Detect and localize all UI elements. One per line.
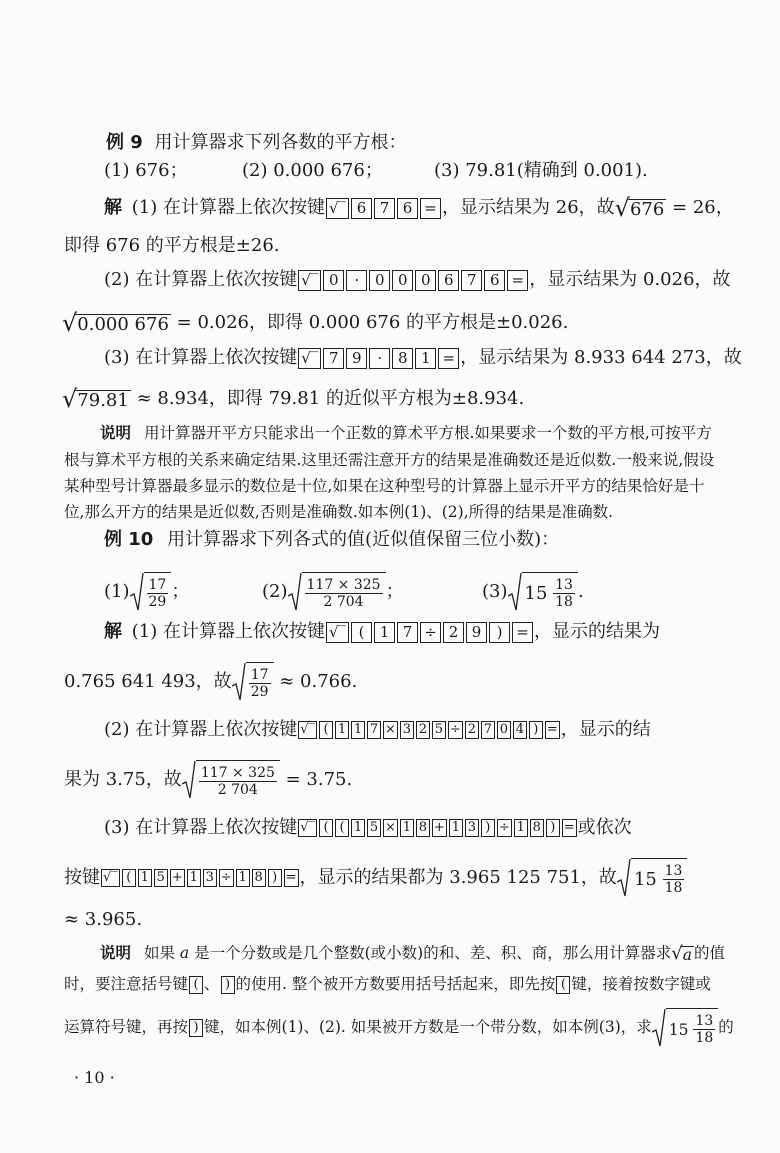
radicand: a: [682, 946, 692, 964]
calculator-key: +: [171, 870, 183, 885]
radical: [130, 572, 172, 612]
calculator-key: ÷: [220, 870, 232, 885]
solution-text: (2) 在计算器上依次按键: [104, 269, 298, 290]
example-10-solution-3-alt: [64, 858, 687, 902]
calculator-key: 1: [351, 721, 365, 739]
example-10-prompt: 用计算器求下列各式的值(近似值保留三位小数)：: [167, 529, 560, 550]
solution-text: ，显示结果为 8.933 644 273，故: [460, 347, 742, 368]
calculator-key: (: [122, 869, 136, 887]
calculator-key: 1: [374, 622, 395, 643]
note-text: 是一个分数或是几个整数(或小数)的和、差、积、商，那么用计算器求: [194, 944, 672, 962]
calculator-key: ): [546, 819, 560, 837]
note-2-line-2: [64, 973, 711, 995]
solve-label: 解: [104, 621, 122, 642]
calculator-key: =: [512, 622, 533, 643]
calculator-key: ÷: [449, 722, 461, 737]
example-10-solution-3-result: ≈ 3.965.: [64, 909, 143, 930]
sqrt-key: √‾: [298, 348, 321, 369]
variable-a: a: [179, 944, 190, 962]
calculator-key: 0: [369, 270, 390, 291]
denominator: 29: [148, 594, 167, 610]
calculator-key: (: [189, 976, 203, 994]
solution-text: = 0.026，即得 0.000 676 的平方根是±0.026.: [176, 312, 569, 333]
denominator: 18: [664, 880, 683, 896]
calculator-key: ): [529, 721, 543, 739]
item-tail: ；: [385, 581, 404, 602]
solution-text: 0.765 641 493，故: [64, 671, 232, 692]
calculator-key: 1: [335, 721, 349, 739]
calculator-key: 5: [432, 721, 446, 739]
calculator-key: ): [268, 869, 282, 887]
denominator: 2 704: [323, 594, 364, 610]
solution-text: ≈ 8.934，即得 79.81 的近似平方根为±8.934.: [136, 388, 525, 409]
radical: [288, 572, 386, 612]
calculator-key: ×: [385, 722, 396, 737]
example-9-solution-1-result: 即得 676 的平方根是±26.: [64, 235, 280, 256]
calculator-key: 7: [481, 721, 495, 739]
denominator: 2 704: [217, 782, 258, 798]
example-9-solution-2-result: [62, 311, 568, 335]
calculator-key: (: [556, 976, 570, 994]
calculator-key: ·: [346, 270, 367, 291]
note-2-line-3: [64, 1008, 734, 1052]
item-tail: ；: [171, 581, 190, 602]
solution-text: = 26，: [672, 197, 734, 218]
sqrt-key: √‾: [326, 622, 349, 643]
solution-text: ，显示的结: [560, 719, 651, 740]
radicand: 0.000 676: [77, 314, 169, 335]
calculator-key: 0: [415, 270, 436, 291]
example-10-heading: [104, 528, 559, 552]
note-label: 说明: [100, 944, 132, 962]
note-text: 的值: [693, 944, 725, 962]
item-tail: .: [577, 581, 584, 602]
calculator-key: 3: [400, 721, 414, 739]
page-number: · 10 ·: [74, 1068, 115, 1087]
calculator-key: (: [335, 819, 349, 837]
example-9-solution-2: [104, 268, 731, 292]
solution-text: 果为 3.75，故: [64, 769, 182, 790]
note-text: 运算符号键，再按: [64, 1018, 189, 1036]
example-10-solution-1-result: [64, 662, 357, 706]
radicand: 79.81: [77, 390, 129, 411]
calculator-key: 7: [397, 622, 418, 643]
calculator-key: ): [481, 819, 495, 837]
calculator-key: 1: [138, 869, 152, 887]
item-3: [482, 572, 584, 612]
note-1-line-1: [100, 422, 712, 444]
calculator-key: 8: [416, 819, 430, 837]
calculator-key: 2: [465, 721, 479, 739]
radical: [617, 858, 687, 898]
calculator-key: ): [221, 976, 235, 994]
calculator-key: 7: [461, 270, 482, 291]
example-9-heading: [106, 131, 407, 155]
solution-text: (3) 在计算器上依次按键: [104, 817, 298, 838]
example-9-solution-3-result: [62, 387, 524, 411]
example-9-item-3: (3) 79.81(精确到 0.001).: [434, 160, 648, 181]
numerator: 117 × 325: [306, 577, 381, 593]
radical: √ 79.81: [62, 385, 129, 413]
calculator-key: =: [438, 348, 459, 369]
radical: √ a: [671, 943, 692, 964]
example-9-solution-3: [104, 346, 742, 370]
calculator-key: 8: [392, 348, 413, 369]
calculator-key: 0: [323, 270, 344, 291]
solution-text: ，显示结果为 0.026，故: [529, 269, 731, 290]
calculator-key: 1: [514, 819, 528, 837]
solution-text: = 3.75.: [285, 769, 353, 790]
item-1: [104, 572, 189, 612]
calculator-key: ×: [385, 820, 396, 835]
calculator-key: ): [489, 622, 510, 643]
sqrt-key: √‾: [300, 820, 316, 835]
denominator: 18: [555, 594, 573, 610]
sqrt-key: √‾: [298, 270, 321, 291]
calculator-key: 6: [438, 270, 459, 291]
calculator-key: 1: [415, 348, 436, 369]
calculator-key: 9: [346, 348, 367, 369]
example-10-solution-2: [104, 718, 651, 742]
calculator-key: +: [433, 820, 445, 835]
solution-text: ，显示的结果为: [534, 621, 661, 642]
calculator-key: 0: [497, 721, 511, 739]
calculator-key: 6: [397, 198, 418, 219]
solution-text: (1) 在计算器上依次按键: [131, 621, 325, 642]
calculator-key: 3: [203, 869, 217, 887]
calculator-key: 9: [466, 622, 487, 643]
calculator-key: (: [319, 819, 333, 837]
numerator: 17: [148, 577, 167, 593]
note-text: 的: [718, 1018, 734, 1036]
calculator-key: 1: [400, 819, 414, 837]
note-text: 键，如本例(1)、(2). 如果被开方数是一个带分数，如本例(3)，求: [204, 1018, 652, 1036]
whole-part: 15: [524, 582, 548, 604]
note-1-line-4: 位,那么开方的结果是近似数,否则是准确数.如本例(1)、(2),所得的结果是准确数.: [64, 503, 614, 521]
calculator-key: 7: [367, 721, 381, 739]
solution-text: 或依次: [577, 817, 632, 838]
example-10-solution-2-result: [64, 760, 352, 804]
radical: [232, 662, 274, 702]
calculator-key: =: [420, 198, 441, 219]
denominator: 29: [250, 684, 269, 700]
example-9-title: 例 9: [106, 132, 143, 153]
note-text: 的使用. 整个被开方数要用括号括起来，即先按: [235, 975, 556, 993]
calculator-key: ÷: [498, 820, 510, 835]
item-label: (1): [104, 581, 130, 602]
calculator-key: =: [285, 870, 297, 885]
example-10-solution-3: [104, 816, 632, 840]
note-text: 时，要注意括号键: [64, 975, 189, 993]
item-label: (3): [482, 581, 508, 602]
calculator-key: 7: [323, 348, 344, 369]
example-10-solution-1: [104, 620, 660, 644]
radical: [182, 760, 280, 800]
sqrt-key: √‾: [103, 870, 118, 885]
solve-label: 解: [104, 197, 122, 218]
solution-text: ≈ 0.766.: [279, 671, 358, 692]
calculator-key: 5: [154, 869, 168, 887]
solution-text: ，显示的结果都为 3.965 125 751，故: [299, 867, 617, 888]
radical: √ 0.000 676: [62, 309, 169, 337]
calculator-key: 1: [449, 819, 463, 837]
calculator-key: =: [546, 722, 558, 737]
calculator-key: =: [507, 270, 528, 291]
calculator-key: 3: [465, 819, 479, 837]
denominator: 18: [695, 1030, 714, 1046]
note-1-line-3: 某种型号计算器最多显示的数位是十位,如果在这种型号的计算器上显示开平方的结果恰好是十: [64, 477, 705, 495]
note-text: 键，接着按数字键或: [571, 975, 711, 993]
note-1-line-2: 根与算术平方根的关系来确定结果.这里还需注意开方的结果是准确数还是近似数.一般来说,假设: [64, 451, 715, 469]
calculator-key: ·: [369, 348, 390, 369]
whole-part: 15: [668, 1020, 689, 1039]
numerator: 13: [555, 577, 573, 593]
note-text: 如果: [143, 944, 175, 962]
sqrt-key: √‾: [326, 198, 349, 219]
calculator-key: 2: [416, 721, 430, 739]
note-text: 用计算器开平方只能求出一个正数的算术平方根.如果要求一个数的平方根,可按平方: [143, 424, 712, 442]
radical: [652, 1008, 719, 1048]
example-10-title: 例 10: [104, 529, 154, 550]
example-9-prompt: 用计算器求下列各数的平方根：: [154, 132, 407, 153]
numerator: 13: [664, 863, 683, 879]
calculator-key: 1: [236, 869, 250, 887]
calculator-key: 6: [484, 270, 505, 291]
calculator-key: =: [563, 820, 575, 835]
radical: [508, 572, 578, 612]
calculator-key: 7: [374, 198, 395, 219]
example-9-item-1: (1) 676；: [104, 160, 188, 181]
solution-text: ，显示结果为 26，故: [442, 197, 615, 218]
item-label: (2): [262, 581, 288, 602]
example-9-solution-1: [104, 196, 734, 220]
solution-text: 按键: [64, 867, 100, 888]
calculator-key: 2: [443, 622, 464, 643]
solution-text: (2) 在计算器上依次按键: [104, 719, 298, 740]
solution-text: (3) 在计算器上依次按键: [104, 347, 298, 368]
calculator-key: 6: [351, 198, 372, 219]
note-label: 说明: [100, 424, 132, 442]
numerator: 117 × 325: [200, 765, 275, 781]
calculator-key: ): [189, 1019, 203, 1037]
numerator: 13: [695, 1013, 714, 1029]
calculator-key: (: [319, 721, 333, 739]
calculator-key: ÷: [420, 622, 441, 643]
calculator-key: 1: [187, 869, 201, 887]
whole-part: 15: [633, 868, 657, 890]
radical: √ 676: [614, 194, 665, 222]
note-text: 、: [204, 975, 220, 993]
calculator-key: 0: [392, 270, 413, 291]
solution-text: (1) 在计算器上依次按键: [131, 197, 325, 218]
sqrt-key: √‾: [300, 722, 316, 737]
calculator-key: 8: [530, 819, 544, 837]
calculator-key: 4: [513, 721, 527, 739]
radicand: 676: [629, 199, 665, 220]
numerator: 17: [250, 667, 269, 683]
item-2: [262, 572, 404, 612]
note-2-line-1: [100, 942, 725, 964]
calculator-key: 1: [351, 819, 365, 837]
example-9-items: [104, 159, 648, 183]
calculator-key: 5: [367, 819, 381, 837]
calculator-key: (: [351, 622, 372, 643]
example-9-item-2: (2) 0.000 676；: [242, 160, 383, 181]
calculator-key: 8: [252, 869, 266, 887]
